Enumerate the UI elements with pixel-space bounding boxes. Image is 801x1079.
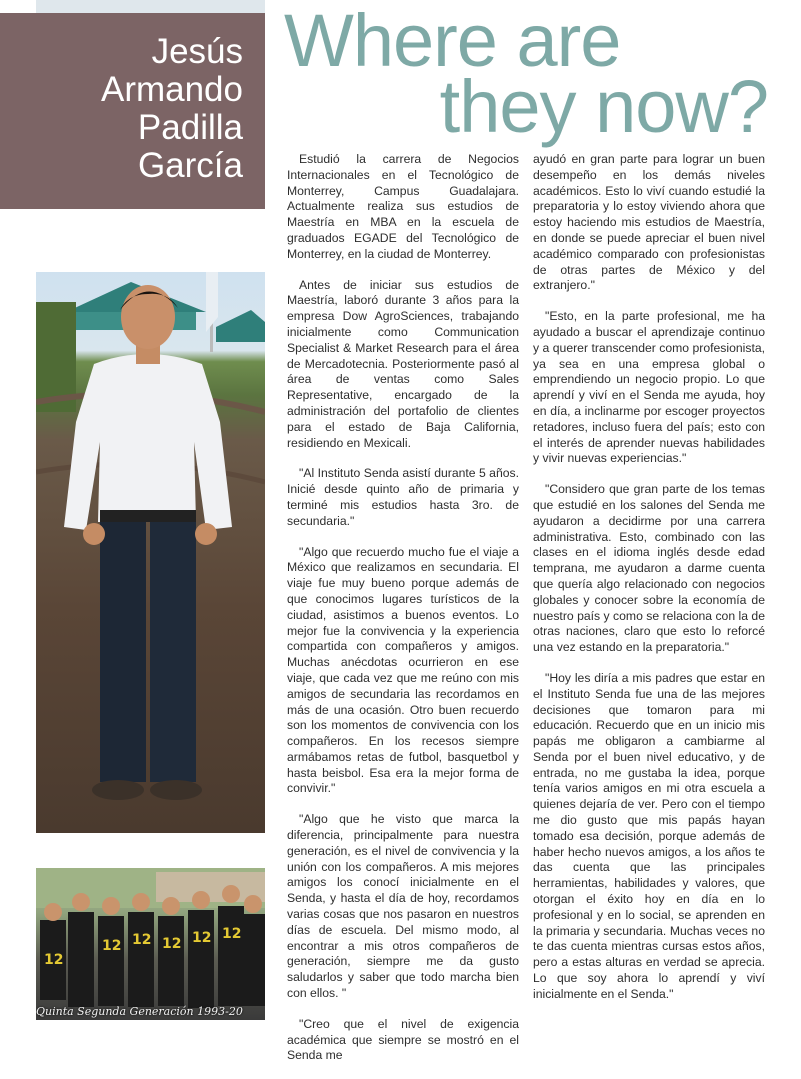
name-line: Jesús	[151, 32, 243, 71]
svg-text:12: 12	[162, 936, 182, 952]
svg-text:12: 12	[192, 930, 212, 946]
svg-text:12: 12	[222, 926, 242, 942]
headline-line-2: they now?	[439, 65, 768, 148]
portrait-illustration	[36, 272, 265, 833]
paragraph: "Esto, en la parte profesional, me ha ayudado a buscar el aprendizaje continuo y a querer transcender como profesionista, ya sea en una empresa global o emprendiendo un negocio propio. Lo que aprendí y viví en el Senda me ayuda, hoy en día, a inclinarme por escoger proyectos retadores, incluso fuera del país; esto con el interés de aprender nuevas habilidades y vivir nuevas experiencias."	[533, 309, 765, 466]
paragraph: "Considero que gran parte de los temas que estudié en los salones del Senda me ayudaron a decidirme por una carrera administrativa. Esto, combinado con las clases en el idioma inglés desde edad temprana, me ayudaron a darme cuenta que quería algo relacionado con negocios globales y conocer sobre la economía de nuestro país y como se relaciona con la de otras naciones, claro que esto lo reforcé una vez estando en la preparatoria."	[533, 482, 765, 655]
svg-text:12: 12	[102, 938, 122, 954]
paragraph: "Hoy les diría a mis padres que estar en el Instituto Senda fue una de las mejores decisiones que tomaron para mi educación. Recuerdo que en un inicio mis papás me obligaron a cambiarme al Senda por el buen nivel educativo, y de entrada, no me gustaba la idea, porque tenía varios amigos en mi otra escuela a quienes dejaría de ver. Pero con el tiempo me dio gusto que mis papás hayan tomado esa decisión, porque además de haber hecho nuevos amigos, a los años te das cuenta que las principales herramientas, habilidades y valores, que otorgan el éxito hoy en día en lo profesional y en lo social, se aprenden en la primaria y secundaria. Muchas veces no te das cuenta mientras cursas estos años, pero a estas alturas en verdad se aprecia. Lo que soy ahora lo aprendí y viví inicialmente en el Senda."	[533, 670, 765, 1001]
paragraph: "Al Instituto Senda asistí durante 5 años. Inicié desde quinto año de primaria y terminé mis estudios hasta 3ro. de secundaria."	[287, 466, 519, 528]
svg-text:12: 12	[132, 932, 152, 948]
profile-name-box	[0, 13, 265, 209]
name-line: Padilla	[137, 108, 243, 147]
article-column-1	[287, 152, 519, 1079]
paragraph: Estudió la carrera de Negocios Internacionales en el Tecnológico de Monterrey, Campus Guadalajara. Actualmente realiza sus estudios de Maestría en MBA en la escuela de graduados EGADE del Tecnológico de Monterrey, en la ciudad de Monterrey.	[287, 152, 519, 261]
top-accent-strip	[36, 0, 265, 13]
headline-line-1: Where are	[284, 0, 621, 82]
paragraph: Antes de iniciar sus estudios de Maestría, laboró durante 3 años para la empresa Dow AgroSciences, trabajando inicialmente como Communication Specialist & Market Research para el área de Mercadotecnia. Posteriormente pasó al área de ventas como Sales Representative, encargado de la administración del portafolio de clientes para el estado de Baja California, residiendo en Mexicali.	[287, 277, 519, 450]
name-line: García	[137, 146, 243, 185]
name-line: Armando	[100, 70, 243, 109]
article-column-2	[533, 152, 765, 1018]
group-photo	[36, 868, 265, 1020]
article-headline	[284, 0, 774, 148]
portrait-photo	[36, 272, 265, 833]
paragraph: "Algo que recuerdo mucho fue el viaje a México que realizamos en secundaria. El viaje fue muy bueno porque además de que conocimos lugares turísticos de la ciudad, asistimos a buenos eventos. Lo mejor fue la convivencia y la experiencia compartida con compañeros y amigos. Muchas anécdotas ocurrieron en ese viaje, que cada vez que me reúno con mis amigos de secundaria las recordamos en más de una ocasión. Otro buen recuerdo son los momentos de convivencia con los compañeros. En los recesos siempre armábamos retas de futbol, basquetbol y hasta beisbol. Esa era la mejor forma de convivir."	[287, 544, 519, 796]
paragraph: "Algo que he visto que marca la diferencia, principalmente para nuestra generación, es el nivel de convivencia y la unión con los compañeros. A mis mejores amigos los conocí inicialmente en el Senda, y hasta el día de hoy, recordamos varias cosas que nos pasaron en nuestros días de escuela. Del mismo modo, al encontrar a mis otros compañeros de generación, siempre me da gusto saludarlos y saber que todo marcha bien con ellos. "	[287, 812, 519, 1001]
group-illustration	[36, 868, 265, 1020]
group-photo-caption: Quinta Segunda Generación 1993-20	[36, 1005, 243, 1018]
paragraph: ayudó en gran parte para lograr un buen desempeño en los demás niveles académicos. Esto lo viví cuando estudié la preparatoria y lo estoy viviendo ahora que estoy haciendo mis estudios de Maestría, en donde se puede apreciar el buen nivel académico comparado con profesionistas de otras partes de México y del extranjero."	[533, 152, 765, 293]
paragraph: "Creo que el nivel de exigencia académica que siempre se mostró en el Senda me	[287, 1016, 519, 1063]
svg-text:12: 12	[44, 952, 64, 968]
